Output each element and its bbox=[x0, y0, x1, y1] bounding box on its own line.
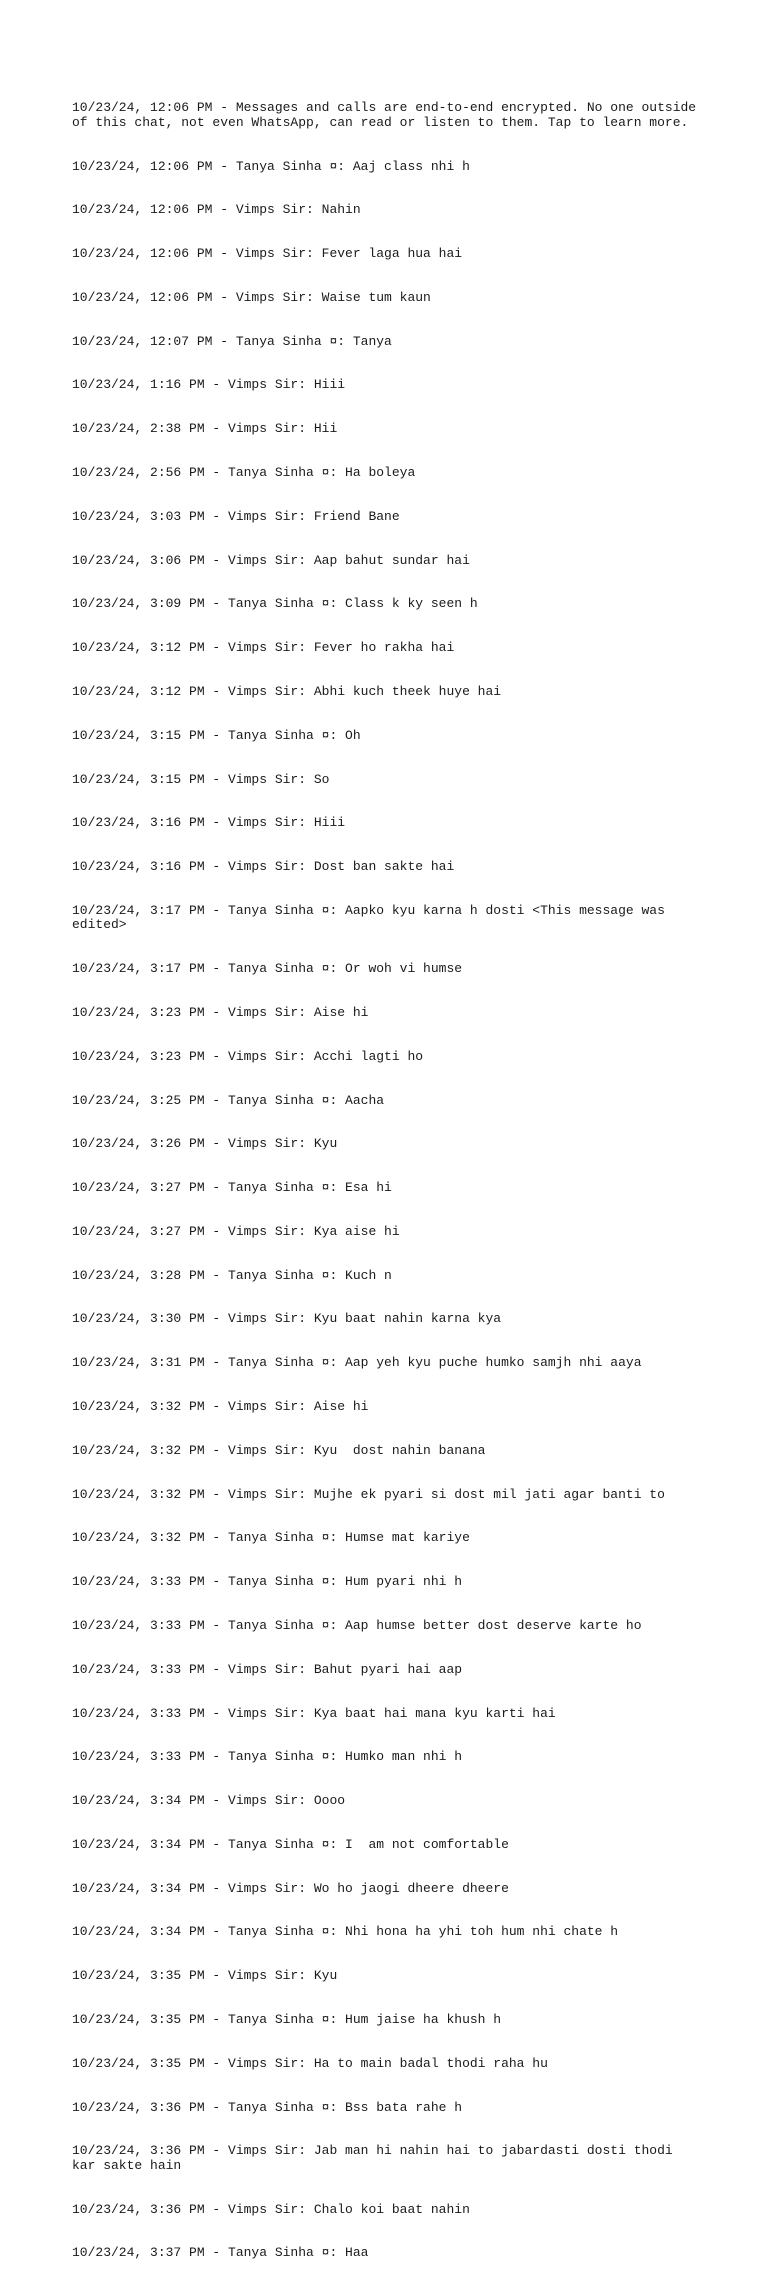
chat-line: 10/23/24, 3:32 PM - Vimps Sir: Aise hi bbox=[72, 1399, 369, 1415]
chat-line: 10/23/24, 3:12 PM - Vimps Sir: Fever ho rakha hai bbox=[72, 640, 455, 656]
chat-line: 10/23/24, 3:31 PM - Tanya Sinha ¤: Aap yeh kyu puche humko samjh nhi aaya bbox=[72, 1355, 642, 1371]
chat-export-log bbox=[72, 72, 702, 2290]
chat-line: 10/23/24, 2:56 PM - Tanya Sinha ¤: Ha boleya bbox=[72, 465, 416, 481]
chat-line: 10/23/24, 3:23 PM - Vimps Sir: Aise hi bbox=[72, 1005, 369, 1020]
chat-line: 10/23/24, 2:38 PM - Vimps Sir: Hii bbox=[72, 421, 338, 437]
chat-line: 10/23/24, 3:36 PM - Tanya Sinha ¤: Bss bata rahe h bbox=[72, 2099, 463, 2115]
chat-line: 10/23/24, 3:16 PM - Vimps Sir: Dost ban sakte hai bbox=[72, 859, 455, 875]
chat-line: 10/23/24, 12:06 PM - Messages and calls are end-to-end encrypted. No one outside of this chat, not even WhatsApp, can read or listen to them. Tap to learn more. bbox=[72, 100, 704, 130]
chat-line: 10/23/24, 3:27 PM - Vimps Sir: Kya aise hi bbox=[72, 1223, 400, 1239]
chat-line: 10/23/24, 12:06 PM - Vimps Sir: Fever laga hua hai bbox=[72, 246, 463, 262]
chat-line: 10/23/24, 3:35 PM - Tanya Sinha ¤: Hum jaise ha khush h bbox=[72, 2011, 502, 2027]
chat-line: 10/23/24, 3:15 PM - Tanya Sinha ¤: Oh bbox=[72, 727, 361, 743]
chat-line: 10/23/24, 3:33 PM - Tanya Sinha ¤: Hum pyari nhi h bbox=[72, 1574, 463, 1590]
chat-line: 10/23/24, 3:15 PM - Vimps Sir: So bbox=[72, 771, 330, 787]
chat-line: 10/23/24, 3:36 PM - Vimps Sir: Jab man hi nahin hai to jabardasti dosti thodi kar sakte hain bbox=[72, 2143, 681, 2173]
chat-line: 10/23/24, 1:16 PM - Vimps Sir: Hiii bbox=[72, 377, 346, 393]
chat-line: 10/23/24, 3:34 PM - Vimps Sir: Oooo bbox=[72, 1793, 346, 1809]
chat-line: 10/23/24, 3:28 PM - Tanya Sinha ¤: Kuch n bbox=[72, 1267, 392, 1283]
chat-line: 10/23/24, 3:12 PM - Vimps Sir: Abhi kuch theek huye hai bbox=[72, 683, 502, 699]
chat-line: 10/23/24, 3:17 PM - Tanya Sinha ¤: Or woh vi humse bbox=[72, 961, 463, 977]
chat-line: 10/23/24, 3:25 PM - Tanya Sinha ¤: Aacha bbox=[72, 1092, 385, 1108]
chat-line: 10/23/24, 3:32 PM - Vimps Sir: Mujhe ek pyari si dost mil jati agar banti to bbox=[72, 1486, 665, 1502]
chat-line: 10/23/24, 3:33 PM - Vimps Sir: Kya baat hai mana kyu karti hai bbox=[72, 1705, 556, 1721]
chat-line: 10/23/24, 3:06 PM - Vimps Sir: Aap bahut sundar hai bbox=[72, 552, 470, 568]
chat-line: 10/23/24, 12:07 PM - Tanya Sinha ¤: Tanya bbox=[72, 333, 392, 349]
chat-line: 10/23/24, 3:16 PM - Vimps Sir: Hiii bbox=[72, 815, 346, 831]
chat-line: 10/23/24, 3:33 PM - Tanya Sinha ¤: Humko man nhi h bbox=[72, 1749, 463, 1765]
chat-line: 10/23/24, 3:33 PM - Vimps Sir: Bahut pyari hai aap bbox=[72, 1661, 463, 1677]
chat-line: 10/23/24, 3:34 PM - Vimps Sir: Wo ho jaogi dheere dheere bbox=[72, 1880, 509, 1896]
chat-line: 10/23/24, 3:35 PM - Vimps Sir: Kyu bbox=[72, 1968, 338, 1984]
chat-line: 10/23/24, 12:06 PM - Vimps Sir: Waise tum kaun bbox=[72, 289, 431, 305]
chat-line: 10/23/24, 3:37 PM - Tanya Sinha ¤: Haa bbox=[72, 2245, 369, 2261]
chat-line: 10/23/24, 3:30 PM - Vimps Sir: Kyu baat nahin karna kya bbox=[72, 1311, 502, 1327]
chat-line: 10/23/24, 3:32 PM - Tanya Sinha ¤: Humse mat kariye bbox=[72, 1530, 470, 1546]
chat-line: 10/23/24, 3:09 PM - Tanya Sinha ¤: Class k ky seen h bbox=[72, 596, 478, 612]
chat-line: 10/23/24, 3:27 PM - Tanya Sinha ¤: Esa hi bbox=[72, 1180, 392, 1196]
chat-line: 10/23/24, 3:36 PM - Vimps Sir: Chalo koi baat nahin bbox=[72, 2201, 470, 2217]
chat-line: 10/23/24, 3:26 PM - Vimps Sir: Kyu bbox=[72, 1136, 338, 1152]
chat-line: 10/23/24, 12:06 PM - Vimps Sir: Nahin bbox=[72, 202, 361, 218]
chat-line: 10/23/24, 3:34 PM - Tanya Sinha ¤: Nhi hona ha yhi toh hum nhi chate h bbox=[72, 1924, 619, 1940]
chat-line: 10/23/24, 12:06 PM - Tanya Sinha ¤: Aaj class nhi h bbox=[72, 158, 470, 174]
chat-line: 10/23/24, 3:35 PM - Vimps Sir: Ha to main badal thodi raha hu bbox=[72, 2055, 548, 2071]
chat-line: 10/23/24, 3:17 PM - Tanya Sinha ¤: Aapko kyu karna h dosti <This message was edited> bbox=[72, 902, 673, 933]
chat-line: 10/23/24, 3:33 PM - Tanya Sinha ¤: Aap humse better dost deserve karte ho bbox=[72, 1617, 642, 1633]
chat-line: 10/23/24, 3:23 PM - Vimps Sir: Acchi lagti ho bbox=[72, 1048, 424, 1064]
chat-line: 10/23/24, 3:32 PM - Vimps Sir: Kyu dost nahin banana bbox=[72, 1442, 486, 1458]
chat-line: 10/23/24, 3:34 PM - Tanya Sinha ¤: I am not comfortable bbox=[72, 1836, 509, 1852]
chat-line: 10/23/24, 3:03 PM - Vimps Sir: Friend Bane bbox=[72, 508, 400, 524]
